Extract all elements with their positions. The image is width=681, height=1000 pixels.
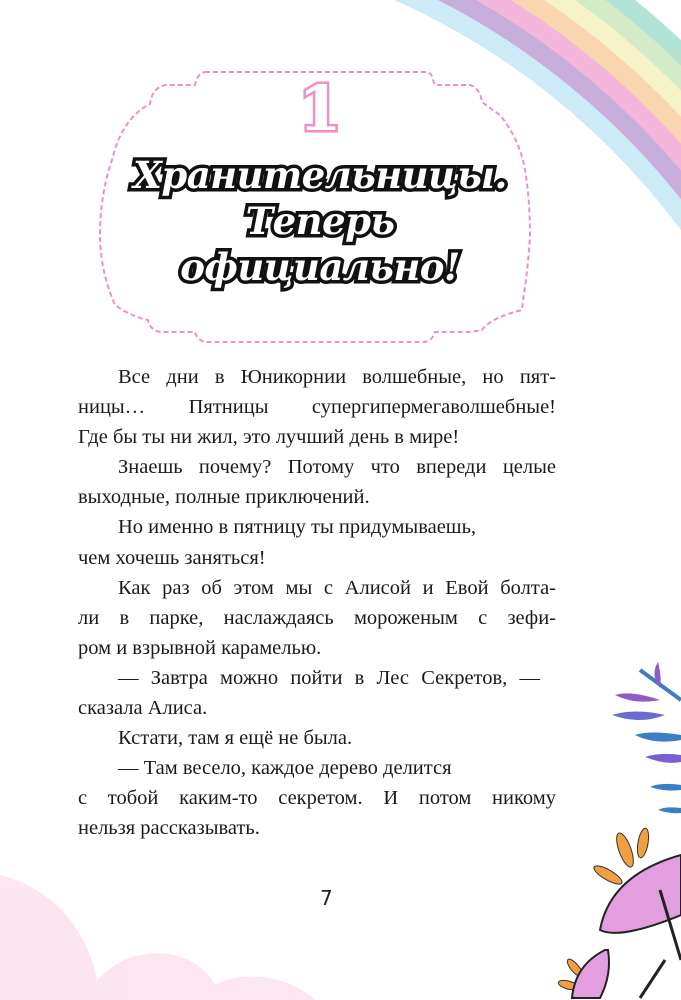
text-line: Как раз об этом мы с Алисой и Евой болта- — [118, 576, 556, 599]
text-line: Но именно в пятницу ты придумываешь, — [118, 516, 477, 539]
text-line: Все дни в Юникорнии волшебные, но пят- — [118, 366, 556, 388]
page-number: 7 — [320, 886, 333, 910]
chapter-title-line: официально! — [180, 245, 460, 289]
text-line: ницы… Пятницы супергипермегаволшебные! — [78, 396, 556, 419]
text-line: с тобой каким-то секретом. И потом никому — [78, 787, 556, 810]
chapter-number: 1 — [298, 72, 342, 145]
chapter-title — [60, 152, 580, 290]
text-line: — Завтра можно пойти в Лес Секретов, — — [118, 666, 540, 689]
chapter-title-line: Хранительницы. — [133, 153, 507, 197]
text-line: нельзя рассказывать. — [78, 817, 260, 840]
pink-hills-decoration — [0, 875, 315, 1000]
plant-decoration — [557, 662, 681, 998]
body-text — [78, 362, 556, 844]
text-line: ли в парке, наслаждаясь мороженым с зефи- — [78, 606, 556, 629]
text-line: Кстати, там я ещё не была. — [118, 727, 353, 750]
chapter-title-line: Теперь — [245, 199, 395, 243]
text-line: выходные, полные приключений. — [78, 486, 370, 509]
text-line: — Там весело, каждое дерево делится — [118, 757, 452, 780]
text-line: ром и взрывной карамелью. — [78, 636, 322, 659]
text-line: Знаешь почему? Потому что впереди целые — [118, 456, 556, 479]
text-line: сказала Алиса. — [78, 697, 208, 720]
text-line: Где бы ты ни жил, это лучший день в мире! — [78, 426, 460, 449]
text-line: чем хочешь заняться! — [78, 546, 266, 569]
